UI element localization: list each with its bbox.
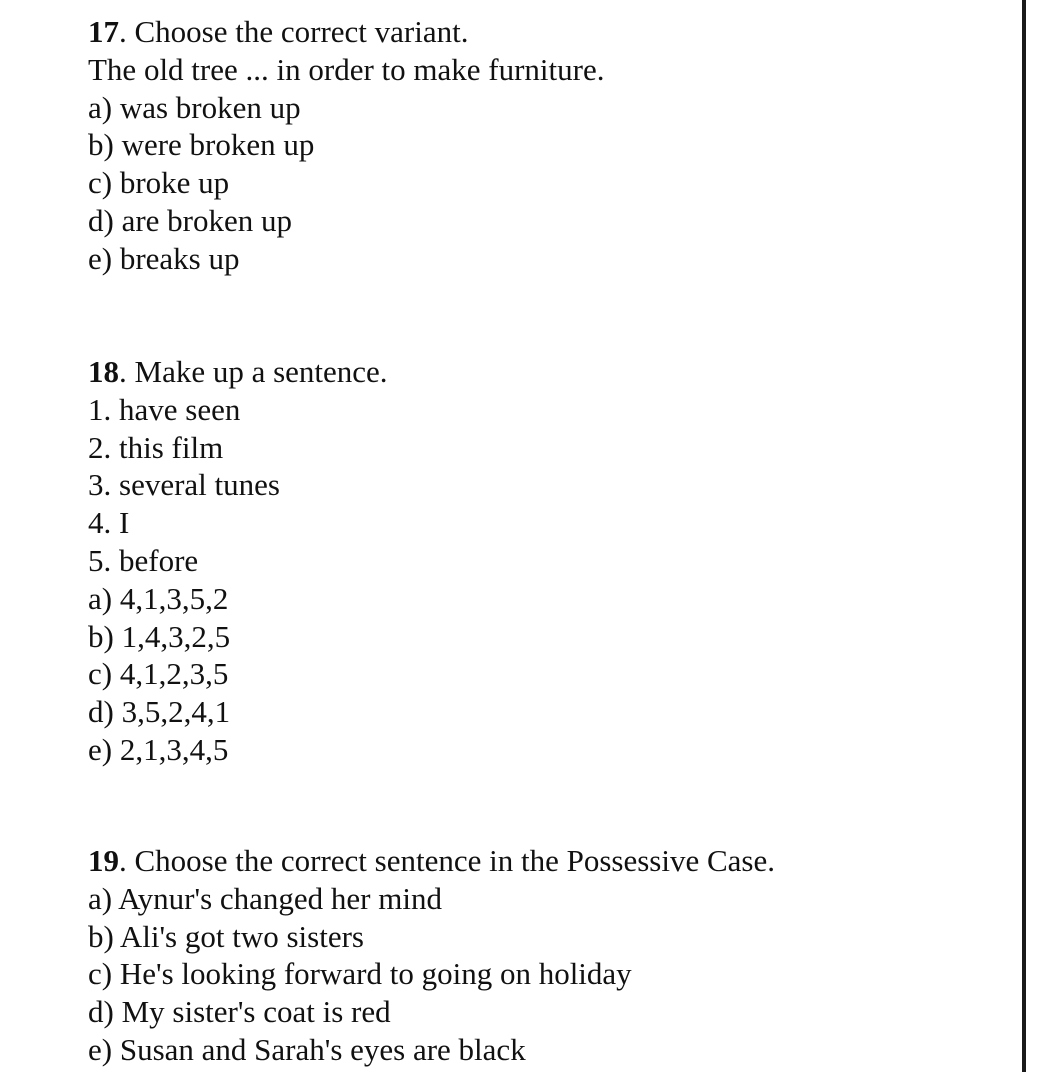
question-18-heading: 18. Make up a sentence.	[88, 354, 388, 389]
phrase-item-3: 3. several tunes	[88, 467, 280, 503]
option-d: d) 3,5,2,4,1	[88, 694, 231, 730]
question-number: 18	[88, 354, 119, 389]
phrase-item-2: 2. this film	[88, 429, 224, 465]
page-margin	[1026, 0, 1039, 1072]
question-number: 17	[88, 14, 119, 49]
question-prompt: Choose the correct sentence in the Possessive Case.	[134, 843, 775, 878]
option-c: c) He's looking forward to going on holiday	[88, 956, 632, 992]
question-17	[88, 13, 604, 278]
question-17-sentence: The old tree ... in order to make furniture.	[88, 51, 605, 87]
question-number: 19	[88, 843, 119, 878]
option-c: c) 4,1,2,3,5	[88, 656, 229, 692]
option-a: a) was broken up	[88, 89, 301, 125]
question-19-heading: 19. Choose the correct sentence in the Possessive Case.	[88, 843, 775, 878]
option-d: d) are broken up	[88, 202, 292, 238]
phrase-item-4: 4. I	[88, 505, 130, 541]
question-19	[88, 842, 775, 1069]
option-e: e) Susan and Sarah's eyes are black	[88, 1031, 526, 1067]
option-e: e) 2,1,3,4,5	[88, 731, 229, 767]
option-b: b) 1,4,3,2,5	[88, 618, 231, 654]
phrase-item-1: 1. have seen	[88, 391, 241, 427]
question-prompt: Choose the correct variant.	[134, 14, 469, 49]
option-e: e) breaks up	[88, 240, 240, 276]
option-a: a) 4,1,3,5,2	[88, 580, 229, 616]
option-b: b) Ali's got two sisters	[88, 918, 364, 954]
option-a: a) Aynur's changed her mind	[88, 880, 442, 916]
option-b: b) were broken up	[88, 127, 315, 163]
option-d: d) My sister's coat is red	[88, 994, 391, 1030]
question-prompt: Make up a sentence.	[134, 354, 388, 389]
phrase-item-5: 5. before	[88, 542, 199, 578]
question-18	[88, 353, 388, 769]
question-17-heading: 17. Choose the correct variant.	[88, 14, 469, 49]
option-c: c) broke up	[88, 165, 230, 201]
